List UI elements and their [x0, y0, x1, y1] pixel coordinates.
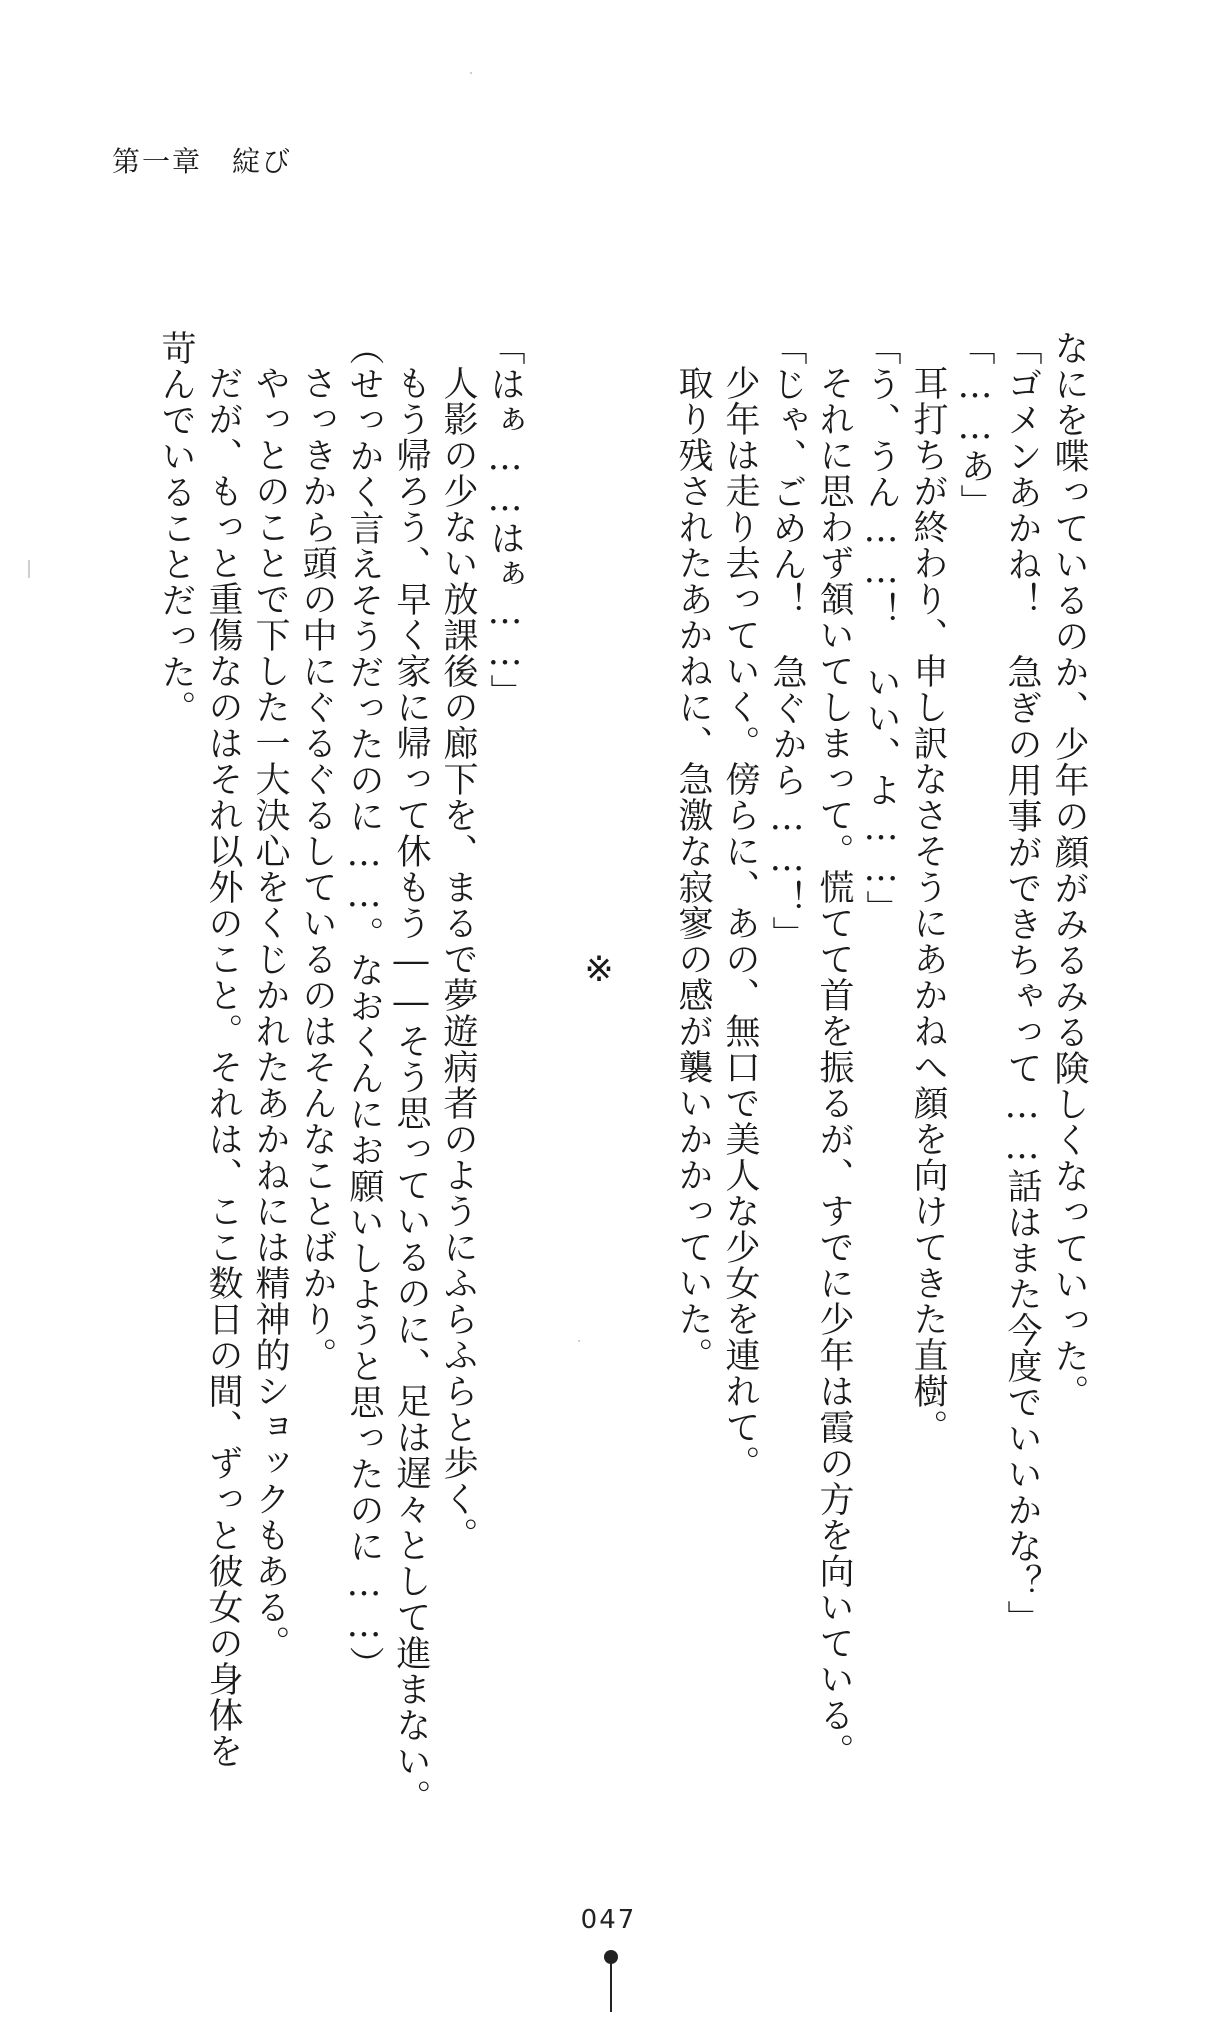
body-text-vertical — [152, 330, 1092, 1815]
text-column-6: それに思わず頷いてしまって。慌てて首を振るが、すでに少年は霞の方を向いている。 — [814, 365, 854, 1769]
text-column-18: やっとのことで下した一大決心をくじかれたあかねには精神的ショックもある。 — [250, 365, 290, 1661]
text-column-2: 「ゴメンあかね！ 急ぎの用事ができちゃって……話はまた今度でいいかな？」 — [1002, 330, 1042, 1636]
text-column-19: だが、もっと重傷なのはそれ以外のこと。それは、ここ数日の間、ずっと彼女の身体を — [203, 365, 243, 1769]
text-column-15: もう帰ろう、早く家に帰って休もう――そう思っているのに、足は遅々として進まない。 — [391, 365, 431, 1815]
blank-column-2 — [528, 330, 575, 1750]
blank-column-1 — [622, 330, 669, 1750]
text-column-14: 人影の少ない放課後の廊下を、まるで夢遊病者のようにふらふらと歩く。 — [438, 365, 478, 1553]
scan-speck — [28, 560, 30, 578]
text-column-16: （せっかく言えそうだったのに……。なおくんにお願いしようと思ったのに……） — [344, 330, 384, 1682]
folio-stem-ornament — [610, 1962, 612, 2012]
text-column-5: 「う、うん……！ いい、よ……」 — [861, 330, 901, 926]
text-column-9: 取り残されたあかねに、急激な寂寥の感が襲いかかっていた。 — [673, 365, 713, 1373]
text-column-8: 少年は走り去っていく。傍らに、あの、無口で美人な少女を連れて。 — [720, 365, 760, 1481]
scan-speck — [470, 72, 472, 74]
text-column-20: 苛んでいることだった。 — [156, 330, 196, 726]
text-column-4: 耳打ちが終わり、申し訳なさそうにあかねへ顔を向けてきた直樹。 — [908, 365, 948, 1445]
text-column-13: 「はぁ……はぁ……」 — [485, 330, 525, 710]
scan-speck — [578, 1340, 580, 1342]
text-column-3: 「……あ」 — [955, 330, 995, 520]
text-column-17: さっきから頭の中にぐるぐるしているのはそんなことばかり。 — [297, 365, 337, 1373]
text-column-1: なにを喋っているのか、少年の顔がみるみる険しくなっていった。 — [1049, 330, 1089, 1410]
section-break-mark: ※ — [579, 950, 619, 991]
page-number: 047 — [580, 1905, 637, 1935]
text-column-7: 「じゃ、ごめん！ 急ぐから……！」 — [767, 330, 807, 952]
chapter-running-head: 第一章 綻び — [112, 145, 293, 178]
